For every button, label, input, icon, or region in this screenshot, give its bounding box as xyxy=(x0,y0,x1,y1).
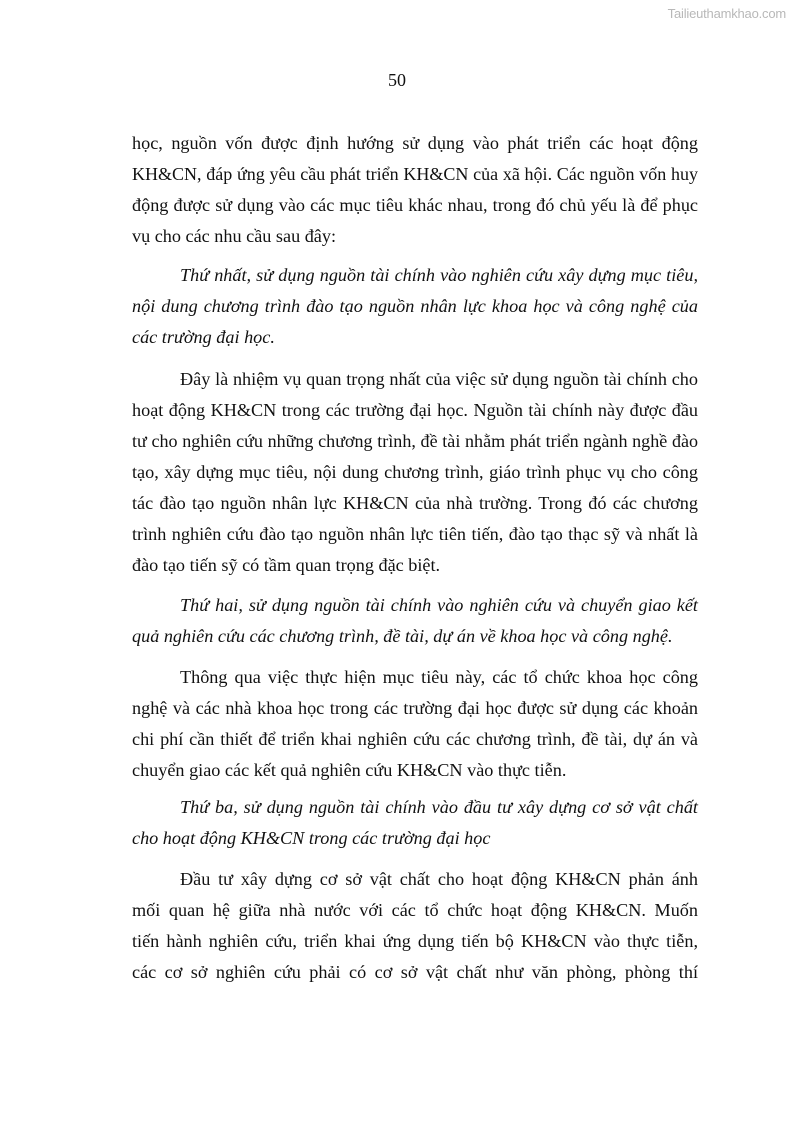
text-line: tiến hành nghiên cứu, triển khai ứng dụng tiến bộ KH&CN vào thực tiễn, xyxy=(132,931,698,951)
text-line: hoạt động KH&CN trong các trường đại học. Nguồn tài chính này được đầu xyxy=(132,400,698,420)
text-line: Đầu tư xây dựng cơ sở vật chất cho hoạt động KH&CN phản ánh xyxy=(180,869,698,889)
paragraph-2 xyxy=(132,260,698,353)
text-line: Đây là nhiệm vụ quan trọng nhất của việc sử dụng nguồn tài chính cho xyxy=(180,369,698,389)
text-line: đào tạo tiến sỹ có tầm quan trọng đặc biệt. xyxy=(132,555,441,575)
paragraph-5 xyxy=(132,662,698,786)
paragraph-7 xyxy=(132,864,698,988)
page-number: 50 xyxy=(388,70,406,90)
paragraph-4 xyxy=(132,590,698,652)
text-line: Thứ hai, sử dụng nguồn tài chính vào nghiên cứu và chuyển giao kết xyxy=(180,595,698,615)
paragraph-6 xyxy=(132,792,698,854)
text-line: tác đào tạo nguồn nhân lực KH&CN của nhà trường. Trong đó các chương xyxy=(132,493,698,513)
text-line: nghệ và các nhà khoa học trong các trường đại học được sử dụng các khoản xyxy=(132,698,698,718)
text-line: quả nghiên cứu các chương trình, đề tài, dự án về khoa học và công nghệ. xyxy=(132,626,673,646)
text-line: chi phí cần thiết để triển khai nghiên cứu các chương trình, đề tài, dự án và xyxy=(132,729,698,749)
text-line: Thông qua việc thực hiện mục tiêu này, các tổ chức khoa học công xyxy=(180,667,698,687)
text-line: học, nguồn vốn được định hướng sử dụng vào phát triển các hoạt động xyxy=(132,133,698,153)
text-line: mối quan hệ giữa nhà nước với các tổ chức hoạt động KH&CN. Muốn xyxy=(132,900,698,920)
paragraph-3 xyxy=(132,364,698,581)
text-line: KH&CN, đáp ứng yêu cầu phát triển KH&CN của xã hội. Các nguồn vốn huy xyxy=(132,164,698,184)
text-line: Thứ ba, sử dụng nguồn tài chính vào đầu tư xây dựng cơ sở vật chất xyxy=(180,797,698,817)
text-line: tư cho nghiên cứu những chương trình, đề tài nhằm phát triển ngành nghề đào xyxy=(132,431,698,451)
paragraph-1 xyxy=(132,128,698,252)
text-line: Thứ nhất, sử dụng nguồn tài chính vào nghiên cứu xây dựng mục tiêu, xyxy=(180,265,698,285)
watermark: Tailieuthamkhao.com xyxy=(667,6,786,21)
text-line: cho hoạt động KH&CN trong các trường đại học xyxy=(132,828,491,848)
text-line: chuyển giao các kết quả nghiên cứu KH&CN vào thực tiễn. xyxy=(132,760,567,780)
text-line: các trường đại học. xyxy=(132,327,275,347)
text-line: các cơ sở nghiên cứu phải có cơ sở vật chất như văn phòng, phòng thí xyxy=(132,962,698,982)
text-line: nội dung chương trình đào tạo nguồn nhân lực khoa học và công nghệ của xyxy=(132,296,698,316)
text-line: động được sử dụng vào các mục tiêu khác nhau, trong đó chủ yếu là để phục xyxy=(132,195,698,215)
text-line: vụ cho các nhu cầu sau đây: xyxy=(132,226,337,246)
text-line: tạo, xây dựng mục tiêu, nội dung chương trình, giáo trình phục vụ cho công xyxy=(132,462,698,482)
text-line: trình nghiên cứu đào tạo nguồn nhân lực tiên tiến, đào tạo thạc sỹ và nhất là xyxy=(132,524,698,544)
